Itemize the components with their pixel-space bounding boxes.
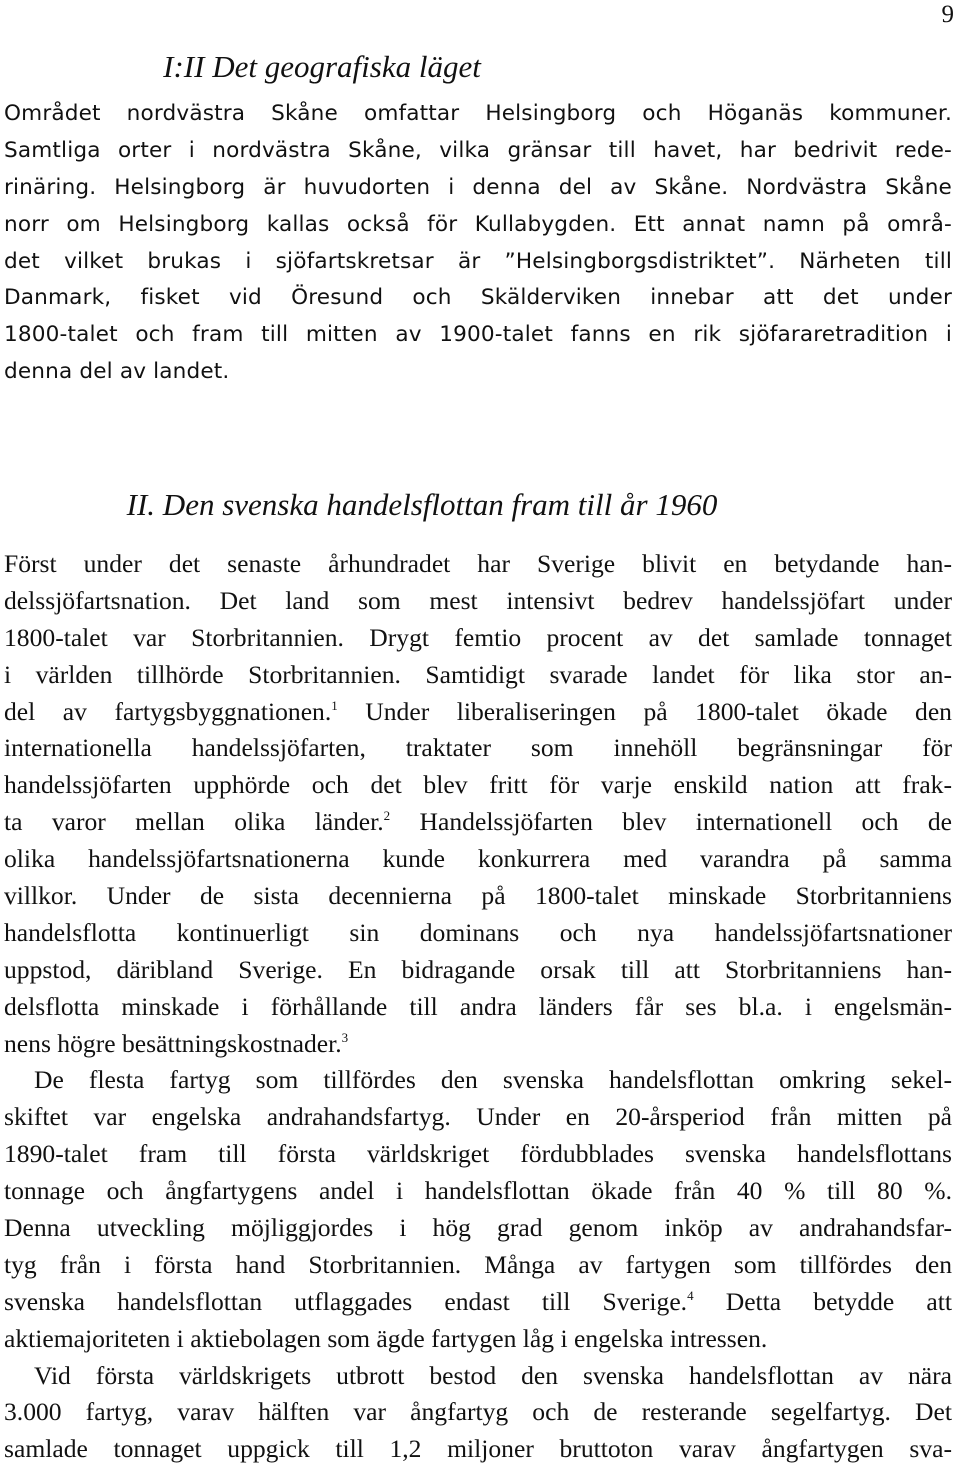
text-line: Vid första världskrigets utbrott bestod den svenska handelsflottan av nära xyxy=(34,1360,952,1390)
text-line xyxy=(4,694,952,731)
text-segment: del av fartygsbyggnationen. xyxy=(4,696,332,726)
text-line: Samtliga orter i nordvästra Skåne, vilka gränsar till havet, har bedrivit rede- xyxy=(4,137,952,163)
section-body-svenska-handelsflottan xyxy=(4,546,952,1468)
text-segment: nens högre besättningskostnader. xyxy=(4,1028,342,1058)
text-line: delsflotta minskade i förhållande till andra länders får ses bl.a. i engelsmän- xyxy=(4,991,952,1021)
text-line: 1800-talet och fram till mitten av 1900-talet fanns en rik sjöfararetradition i xyxy=(4,322,952,348)
text-segment: Handelssjöfarten blev internationell och de xyxy=(390,807,953,837)
footnote-ref-3: 3 xyxy=(341,1029,349,1045)
text-line: rinäring. Helsingborg är huvudorten i denna del av Skåne. Nordvästra Skåne xyxy=(4,174,952,200)
text-line: Denna utveckling möjliggjordes i hög grad genom inköp av andrahandsfar- xyxy=(4,1213,952,1243)
text-line: De flesta fartyg som tillfördes den svenska handelsflottan omkring sekel- xyxy=(34,1065,952,1095)
text-line: internationella handelssjöfarten, traktater som innehöll begränsningar för xyxy=(4,733,952,763)
text-line: tonnage och ångfartygens andel i handelsflottan ökade från 40 % till 80 %. xyxy=(4,1176,952,1206)
text-segment: Under liberaliseringen på 1800-talet ökade den xyxy=(337,696,952,726)
text-line: samlade tonnaget uppgick till 1,2 miljoner bruttoton varav ångfartygen sva- xyxy=(4,1434,952,1464)
text-line: 1800-talet var Storbritannien. Drygt femtio procent av det samlade tonnaget xyxy=(4,622,952,652)
text-line xyxy=(4,1284,952,1321)
page-number: 9 xyxy=(941,1,954,28)
section-heading-geografiska-laget: I:II Det geografiska läget xyxy=(163,49,481,84)
section-body-geografiska-laget xyxy=(4,96,952,391)
text-line: handelssjöfarten upphörde och det blev fritt för varje enskild nation att frak- xyxy=(4,770,952,800)
text-line: aktiemajoriteten i aktiebolagen som ägde fartygen låg i engelska intressen. xyxy=(4,1323,768,1353)
text-line: handelsflotta kontinuerligt sin dominans och nya handelssjöfartsnationer xyxy=(4,917,952,947)
text-line xyxy=(4,804,952,841)
footnote-ref-1: 1 xyxy=(331,697,338,713)
text-line: skiftet var engelska andrahandsfartyg. Under en 20-årsperiod från mitten på xyxy=(4,1102,952,1132)
text-line: villkor. Under de sista decennierna på 1800-talet minskade Storbritanniens xyxy=(4,881,952,911)
footnote-ref-4: 4 xyxy=(687,1287,694,1303)
footnote-ref-2: 2 xyxy=(383,808,391,824)
text-segment: Detta betydde att xyxy=(693,1286,953,1316)
text-line: uppstod, däribland Sverige. En bidragande orsak till att Storbritanniens han- xyxy=(4,954,952,984)
text-line: 1890-talet fram till första världskriget fördubblades svenska handelsflottans xyxy=(4,1139,952,1169)
text-line: tyg från i första hand Storbritannien. Många av fartygen som tillfördes den xyxy=(4,1249,952,1279)
text-line: Danmark, fisket vid Öresund och Skälderviken innebar att det under xyxy=(4,285,952,311)
text-line: norr om Helsingborg kallas också för Kullabygden. Ett annat namn på områ- xyxy=(4,211,952,237)
text-line: Först under det senaste århundradet har Sverige blivit en betydande han- xyxy=(4,549,952,578)
text-line: Området nordvästra Skåne omfattar Helsingborg och Höganäs kommuner. xyxy=(4,101,952,126)
section-heading-svenska-handelsflottan: II. Den svenska handelsflottan fram till år 1960 xyxy=(126,487,718,522)
text-line: delssjöfartsnation. Det land som mest intensivt bedrev handelssjöfart under xyxy=(4,585,952,615)
text-line: 3.000 fartyg, varav hälften var ångfartyg och de resterande segelfartyg. Det xyxy=(4,1397,952,1427)
text-line: denna del av landet. xyxy=(4,359,230,385)
text-segment: svenska handelsflottan utflaggades endast till Sverige. xyxy=(4,1286,688,1316)
text-line: det vilket brukas i sjöfartskretsar är ”Helsingborgsdistriktet”. Närheten till xyxy=(4,248,952,274)
text-segment: ta varor mellan olika länder. xyxy=(4,807,384,837)
text-line: i världen tillhörde Storbritannien. Samtidigt svarade landet för lika stor an- xyxy=(4,659,952,689)
text-line: olika handelssjöfartsnationerna kunde konkurrera med varandra på samma xyxy=(4,844,952,874)
text-line xyxy=(4,1026,952,1063)
